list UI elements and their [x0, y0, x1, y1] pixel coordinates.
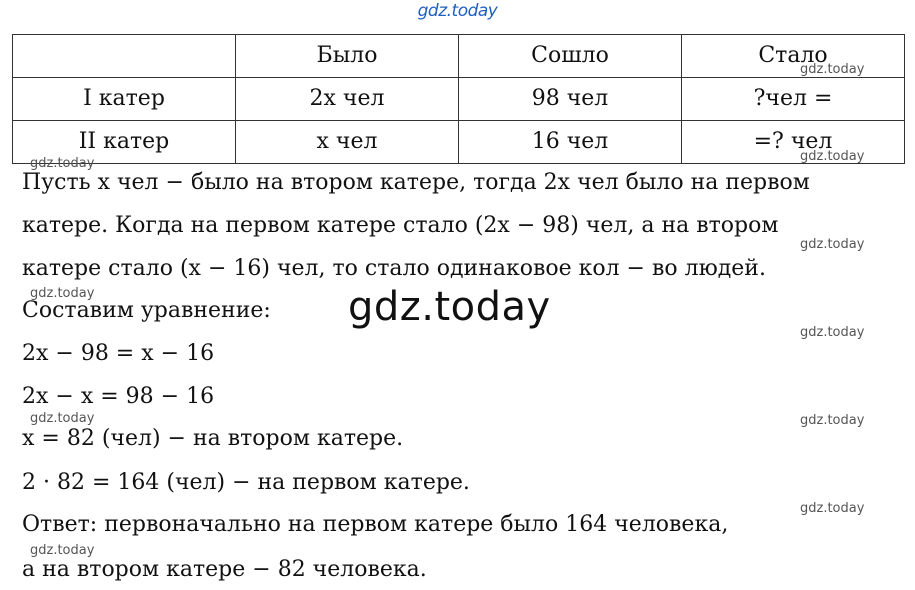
solution-line: Пусть x чел − было на втором катере, тогда 2x чел было на первом — [22, 170, 810, 195]
solution-line: Составим уравнение: — [22, 298, 271, 323]
watermark-small: gdz.today — [30, 543, 95, 558]
watermark-small: gdz.today — [800, 237, 865, 252]
table-header-row — [13, 35, 905, 78]
solution-line: катере стало (x − 16) чел, то стало одинаковое кол − во людей. — [22, 256, 766, 281]
watermark-small: gdz.today — [800, 413, 865, 428]
table-cell: II катер — [13, 121, 236, 164]
answer-line: Ответ: первоначально на первом катере было 164 человека, — [22, 512, 729, 537]
watermark-small: gdz.today — [800, 62, 865, 77]
table-row — [13, 78, 905, 121]
watermark-top: gdz.today — [417, 1, 498, 21]
answer-line: а на втором катере − 82 человека. — [22, 557, 427, 582]
watermark-small: gdz.today — [30, 411, 95, 426]
table-cell: 16 чел — [459, 121, 682, 164]
watermark-small: gdz.today — [800, 149, 865, 164]
watermark-small: gdz.today — [30, 156, 95, 171]
data-table — [12, 34, 905, 164]
table-row — [13, 121, 905, 164]
table-cell: ?чел = — [682, 78, 905, 121]
table-cell: I катер — [13, 78, 236, 121]
header-cell-stalo: Стало — [682, 35, 905, 78]
watermark-small: gdz.today — [800, 325, 865, 340]
watermark-small: gdz.today — [30, 286, 95, 301]
table-cell: 98 чел — [459, 78, 682, 121]
watermark-small: gdz.today — [800, 501, 865, 516]
table-cell: =? чел — [682, 121, 905, 164]
result-line: 2 · 82 = 164 (чел) − на первом катере. — [22, 470, 470, 495]
solution-line: катере. Когда на первом катере стало (2x − 98) чел, а на втором — [22, 213, 779, 238]
result-line: x = 82 (чел) − на втором катере. — [22, 426, 404, 451]
table-cell: 2x чел — [236, 78, 459, 121]
table-cell: x чел — [236, 121, 459, 164]
equation-line: 2x − x = 98 − 16 — [22, 384, 215, 409]
watermark-big: gdz.today — [348, 284, 551, 330]
header-cell-empty — [13, 35, 236, 78]
header-cell-soshlo: Сошло — [459, 35, 682, 78]
header-cell-bylo: Было — [236, 35, 459, 78]
equation-line: 2x − 98 = x − 16 — [22, 341, 215, 366]
